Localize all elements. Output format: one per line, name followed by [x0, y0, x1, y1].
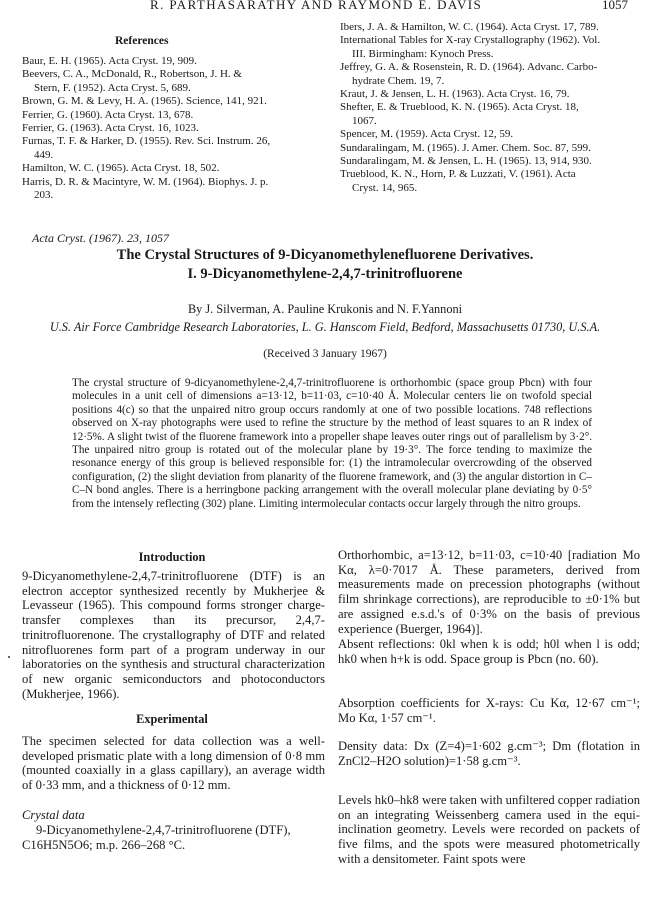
cell-parameters-paragraph: Orthorhombic, a=13·12, b=11·03, c=10·40 [radiation Mo Kα, λ=0·7017 Å. These parameters, derived from measurements made on precession photographs (without film shrinkage corrections), are reproducible to ±0·1% but are assigned e.s.d.'s of 0·3% on the basis of previous experience (Buerger, 1964)]. [338, 548, 640, 636]
reference-entry: Brown, G. M. & Levy, H. A. (1965). Science, 141, 921. [22, 95, 267, 108]
introduction-heading: Introduction [138, 550, 206, 564]
reference-entry: III. Birmingham: Kynoch Press. [352, 47, 494, 60]
density-paragraph: Density data: Dx (Z=4)=1·602 g.cm⁻³; Dm (flotation in ZnCl2–H2O solution)=1·58 g.cm⁻³. [338, 739, 640, 768]
reference-entry: Beevers, C. A., McDonald, R., Robertson, J. H. & [22, 68, 242, 81]
references-right-column [340, 21, 640, 195]
reference-entry: hydrate Chem. 19, 7. [352, 74, 445, 87]
reference-entry: Ferrier, G. (1963). Acta Cryst. 16, 1023. [22, 122, 199, 135]
reference-entry: Sundaralingam, M. & Jensen, L. H. (1965). 13, 914, 930. [340, 155, 592, 168]
reference-entry: Shefter, E. & Trueblood, K. N. (1965). Acta Cryst. 18, [340, 101, 579, 114]
article-title-line1: The Crystal Structures of 9-Dicyanomethylenefluorene Derivatives. [116, 247, 534, 263]
running-head: R. PARTHASARATHY AND RAYMOND E. DAVIS [150, 0, 483, 12]
absorption-paragraph: Absorption coefficients for X-rays: Cu Kα, 12·67 cm⁻¹; Mo Kα, 1·57 cm⁻¹. [338, 696, 640, 725]
reference-entry: Ferrier, G. (1960). Acta Cryst. 13, 678. [22, 108, 194, 121]
reference-entry: 203. [34, 189, 54, 202]
stray-mark [8, 656, 10, 658]
experimental-heading: Experimental [136, 712, 208, 726]
page-header [0, 0, 650, 14]
experimental-paragraph: The specimen selected for data collection was a well-developed prismatic plate with a long dimension of 0·8 mm (mounted coaxially in a glass capillary), an average width of 0·33 mm, and a thickness of 0·12 mm. [22, 734, 325, 793]
reference-entry: Spencer, M. (1959). Acta Cryst. 12, 59. [340, 128, 514, 141]
page-number: 1057 [602, 0, 628, 12]
reference-entry: Kraut, J. & Jensen, L. H. (1963). Acta Cryst. 16, 79. [340, 88, 570, 101]
crystal-data-heading: Crystal data [22, 808, 85, 822]
crystal-data-formula: C16H5N5O6; m.p. 266–268 °C. [22, 838, 186, 852]
reference-entry: Trueblood, K. N., Horn, P. & Luzzati, V. (1961). Acta [340, 168, 576, 181]
references-heading: References [115, 35, 169, 47]
journal-citation: Acta Cryst. (1967). 23, 1057 [32, 231, 169, 245]
reference-entry: 449. [34, 148, 54, 161]
absent-reflections-paragraph: Absent reflections: 0kl when k is odd; h0l when l is odd; hk0 when h+k is odd. Space group is Pbcn (no. 60). [338, 637, 640, 666]
references-left-column [22, 55, 327, 202]
reference-entry: International Tables for X-ray Crystallography (1962). Vol. [340, 34, 601, 47]
article-authors: By J. Silverman, A. Pauline Krukonis and N. F.Yannoni [187, 302, 463, 316]
introduction-paragraph: 9-Dicyanomethylene-2,4,7-trinitrofluorene (DTF) is an electron acceptor synthesized recently by Mukherjee & Levasseur (1965). This compound forms stronger charge-transfer complexes than its precursor, 2,4,7-trinitrofluorenone. The crystallography of DTF and related nitrofluorenes form part of a program underway in our laboratories on the synthesis and structural characterization of new organic semiconductors and photoconductors (Mukherjee, 1966). [22, 569, 325, 701]
crystal-data-compound: 9-Dicyanomethylene-2,4,7-trinitrofluorene (DTF), [36, 823, 291, 837]
reference-entry: Ibers, J. A. & Hamilton, W. C. (1964). Acta Cryst. 17, 789. [340, 21, 599, 33]
reference-entry: Harris, D. R. & Macintyre, W. M. (1964). Biophys. J. p. [22, 175, 269, 188]
reference-entry: Cryst. 14, 965. [352, 181, 418, 194]
reference-entry: Sundaralingam, M. (1965). J. Amer. Chem. Soc. 87, 599. [340, 141, 591, 154]
article-title-line2: I. 9-Dicyanomethylene-2,4,7-trinitrofluorene [187, 266, 463, 282]
received-date: (Received 3 January 1967) [263, 348, 387, 360]
reference-entry: Furnas, T. F. & Harker, D. (1955). Rev. Sci. Instrum. 26, [22, 135, 271, 148]
abstract: The crystal structure of 9-dicyanomethylene-2,4,7-trinitrofluorene is orthorhombic (space group Pbcn) with four molecules in a unit cell of dimensions a=13·12, b=11·03, c=10·40 Å. Molecular centers lie on twofold special positions 4(c) so that the unpaired nitro group occurs randomly at one of two possible locations. 748 reflections observed on X-ray photographs were used to refine the structure by the method of least squares to an R index of 12·5%. A slight twist of the fluorene framework into a propeller shape leaves outer rings out of parallelism by 3·2°. The unpaired nitro group is rotated out of the molecular plane by 19·3°. The force tending to maximize the resonance energy of this group is believed responsible for: (1) the intramolecular overcrowding of the observed configuration, (2) the slight deviation from planarity of the fluorene framework, and (3) the angular distortion in C–C–N bond angles. There is a herringbone packing arrangement with the overall molecular plane deviating by 0·5° from the intensely reflecting (302) plane. Limiting intermolecular contacts occur largely through the nitro groups. [72, 377, 592, 510]
reference-entry: Stern, F. (1952). Acta Cryst. 5, 689. [34, 81, 191, 94]
reference-entry: 1067. [352, 114, 377, 127]
reference-entry: Hamilton, W. C. (1965). Acta Cryst. 18, 502. [22, 162, 220, 175]
data-collection-paragraph: Levels hk0–hk8 were taken with unfiltered copper radiation on an integrating Weissenberg camera used in the equi-inclination geometry. Levels were recorded on packets of five films, and the spots were measured photometrically with a densitometer. Faint spots were [338, 793, 640, 866]
author-affiliation: U.S. Air Force Cambridge Research Laboratories, L. G. Hanscom Field, Bedford, Massachusetts 01730, U.S.A. [49, 320, 601, 334]
reference-entry: Baur, E. H. (1965). Acta Cryst. 19, 909. [22, 55, 197, 67]
reference-entry: Jeffrey, G. A. & Rosenstein, R. D. (1964). Advanc. Carbo- [340, 61, 598, 74]
